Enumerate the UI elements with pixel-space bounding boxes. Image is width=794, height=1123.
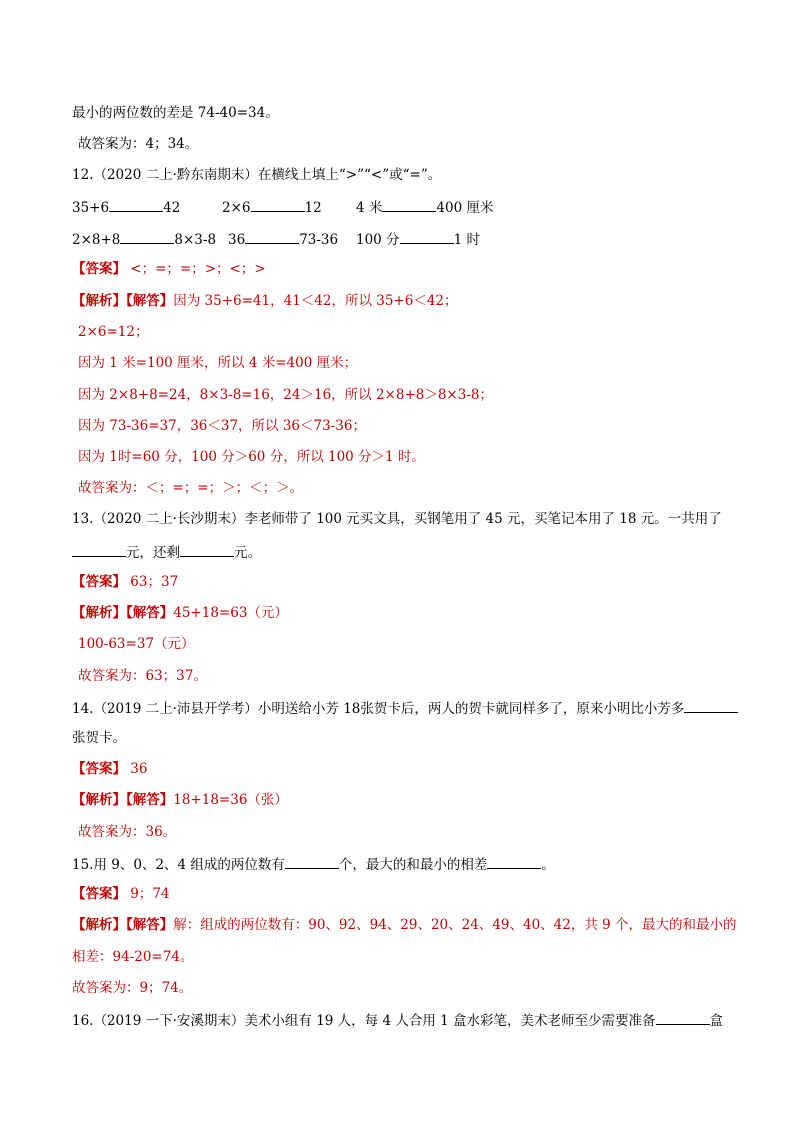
- q15-analysis-1: 解：组成的两位数有：90、92、94、29、20、24、49、40、42，共 9 个，最大的和最小的: [173, 917, 737, 933]
- q12-blank[interactable]: [120, 229, 174, 244]
- q16-stem: [72, 1010, 723, 1030]
- q12-analysis-1: 因为 35+6=41，41＜42，所以 35+6＜42；: [173, 293, 458, 309]
- q13-stem-text: 元。: [234, 545, 261, 561]
- analysis-tag: 【解析】【解答】: [72, 605, 174, 621]
- q12-expr: 4 米: [356, 200, 383, 216]
- q14-answer: 36: [130, 761, 148, 777]
- q15-answer-line: [72, 885, 170, 903]
- q12-expr: 400 厘米: [436, 200, 494, 216]
- q12-analysis-6: 因为 1时=60 分，100 分＞60 分，所以 100 分＞1 时。: [78, 449, 425, 465]
- q12-answer: <；=；=；>；<；>: [130, 261, 266, 277]
- q13-analysis-1: 45+18=63（元）: [173, 605, 288, 621]
- q16-stem-text: 盒: [709, 1013, 724, 1029]
- q16-stem-text: 16.（2019 一下·安溪期末）美术小组有 19 人，每 4 人合用 1 盒水彩笔，美术老师至少需要准备: [72, 1013, 656, 1029]
- q13-blank-2[interactable]: [180, 542, 234, 557]
- q12-row2-item2: [228, 229, 338, 249]
- q12-final-answer: 故答案为：＜；=；=；＞；＜；＞。: [78, 480, 304, 496]
- q13-stem: 13.（2020 二上·长沙期末）李老师带了 100 元买文具，买钢笔用了 45 元，买笔记本用了 18 元。一共用了: [72, 511, 722, 527]
- q12-expr: 1 时: [453, 232, 480, 248]
- q15-answer: 9；74: [130, 886, 170, 902]
- q12-blank[interactable]: [251, 197, 305, 212]
- q12-analysis-2: 2×6=12；: [78, 324, 149, 340]
- q12-expr: 2×8+8: [72, 232, 121, 248]
- q12-expr: 35+6: [72, 200, 110, 216]
- prev-final-answer: 故答案为：4；34。: [78, 136, 199, 152]
- q13-blank-1[interactable]: [72, 542, 126, 557]
- q12-expr: 100 分: [356, 232, 400, 248]
- q13-stem-text: 元，还剩: [126, 545, 180, 561]
- q12-expr: 12: [304, 200, 322, 216]
- q12-blank[interactable]: [245, 229, 299, 244]
- q12-analysis-3: 因为 1 米=100 厘米，所以 4 米=400 厘米；: [78, 355, 358, 371]
- q12-stem: 12.（2020 二上·黔东南期末）在横线上填上“>”“<”或“=”。: [72, 167, 442, 183]
- q15-stem: [72, 854, 555, 874]
- q14-stem-line2: 张贺卡。: [72, 730, 126, 746]
- q12-analysis-4: 因为 2×8+8=24，8×3-8=16，24＞16，所以 2×8+8＞8×3-8；: [78, 387, 493, 403]
- q15-blank-2[interactable]: [487, 854, 541, 869]
- answer-tag: 【答案】: [72, 261, 126, 277]
- q13-analysis-line: [72, 604, 288, 622]
- q13-answer-line: [72, 573, 178, 591]
- q12-row2-item3: [356, 229, 480, 249]
- q14-analysis-1: 18+18=36（张）: [173, 792, 288, 808]
- q12-expr: 36: [228, 232, 246, 248]
- q13-analysis-2: 100-63=37（元）: [78, 636, 195, 652]
- q12-expr: 73-36: [299, 232, 339, 248]
- analysis-tag: 【解析】【解答】: [72, 917, 174, 933]
- q15-stem-text: 15.用 9、0、2、4 组成的两位数有: [72, 857, 285, 873]
- q12-row1-item3: [356, 197, 493, 217]
- q13-stem-line2: [72, 542, 261, 562]
- q14-stem: [72, 698, 738, 718]
- q12-blank[interactable]: [382, 197, 436, 212]
- q15-final-answer: 故答案为：9；74。: [72, 980, 193, 996]
- prev-analysis-line: 最小的两位数的差是 74-40=34。: [72, 105, 279, 121]
- q14-stem-text: 14.（2019 二上·沛县开学考）小明送给小芳 18张贺卡后，两人的贺卡就同样多了，原来小明比小芳多: [72, 701, 685, 717]
- q13-answer: 63；37: [130, 574, 179, 590]
- answer-tag: 【答案】: [72, 574, 126, 590]
- q12-blank[interactable]: [400, 229, 454, 244]
- q15-analysis-2: 相差：94-20=74。: [72, 949, 194, 965]
- q15-blank-1[interactable]: [285, 854, 339, 869]
- q12-expr: 42: [163, 200, 181, 216]
- q12-expr: 8×3-8: [174, 232, 217, 248]
- q15-stem-text: 个，最大的和最小的相差: [338, 857, 488, 873]
- q14-blank[interactable]: [684, 698, 738, 713]
- q12-analysis-line: [72, 292, 458, 310]
- q12-row1-item1: [72, 197, 180, 217]
- q13-final-answer: 故答案为：63；37。: [78, 668, 207, 684]
- q12-blank[interactable]: [109, 197, 163, 212]
- analysis-tag: 【解析】【解答】: [72, 792, 174, 808]
- q15-stem-text: 。: [541, 857, 555, 873]
- q14-answer-line: [72, 760, 147, 778]
- answer-tag: 【答案】: [72, 886, 126, 902]
- q12-analysis-5: 因为 73-36=37，36＜37，所以 36＜73-36；: [78, 418, 366, 434]
- q12-expr: 2×6: [222, 200, 251, 216]
- q16-blank[interactable]: [656, 1010, 710, 1025]
- q15-analysis-line: [72, 916, 737, 934]
- analysis-tag: 【解析】【解答】: [72, 293, 174, 309]
- q12-row2-item1: [72, 229, 216, 249]
- q14-final-answer: 故答案为：36。: [78, 824, 177, 840]
- q12-row1-item2: [222, 197, 322, 217]
- answer-tag: 【答案】: [72, 761, 126, 777]
- q12-answer-line: [72, 260, 266, 278]
- q14-analysis-line: [72, 791, 288, 809]
